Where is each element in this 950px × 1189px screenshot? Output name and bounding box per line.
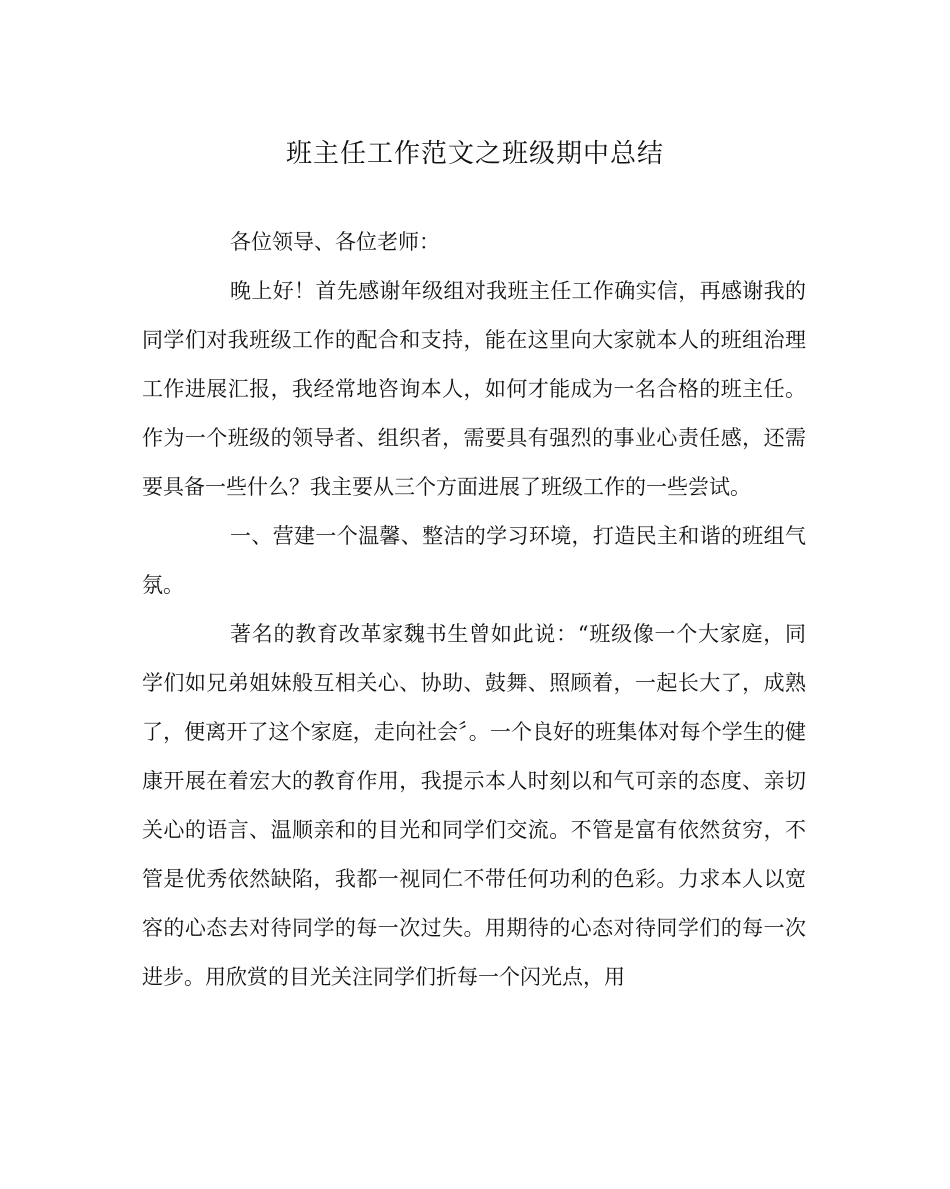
document-body [142,218,806,1002]
opening-paragraph: 晚上好！首先感谢年级组对我班主任工作确实信，再感谢我的同学们对我班级工作的配合和支持，能在这里向大家就本人的班组治理工作进展汇报，我经常地咨询本人，如何才能成为一名合格的班主任。作为一个班级的领导者、组织者，需要具有强烈的事业心责任感，还需要具备一些什么？我主要从三个方面进展了班级工作的一些尝试。 [142,279,806,499]
section-heading-1: 一、营建一个温馨、整洁的学习环境，打造民主和谐的班组气氛。 [142,524,806,597]
salutation-paragraph: 各位领导、各位老师： [230,230,440,254]
body-paragraph: 著名的教育改革家魏书生曾如此说：“班级像一个大家庭，同学们如兄弟姐妹般互相关心、协助、鼓舞、照顾着，一起长大了，成熟了，便离开了这个家庭，走向社会〞。一个良好的班集体对每个学生的健康开展在着宏大的教育作用，我提示本人时刻以和气可亲的态度、亲切关心的语言、温顺亲和的目光和同学们交流。不管是富有依然贫穷，不管是优秀依然缺陷，我都一视同仁不带任何功利的色彩。力求本人以宽容的心态去对待同学的每一次过失。用期待的心态对待同学们的每一次进步。用欣赏的目光关注同学们折每一个闪光点，用 [142,622,806,989]
document-title: 班主任工作范文之班级期中总结 [285,139,664,169]
